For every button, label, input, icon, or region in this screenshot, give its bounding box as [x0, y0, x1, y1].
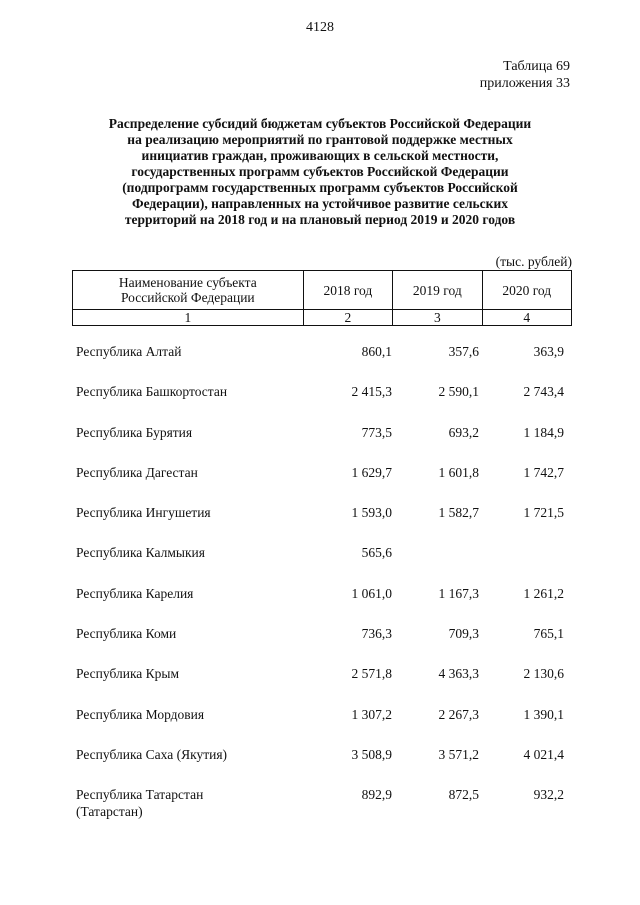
title-line: Федерации), направленных на устойчивое развитие сельских: [132, 196, 508, 211]
value-2020: 363,9: [533, 344, 564, 359]
value-2020: 932,2: [533, 787, 564, 803]
region-name-line1: Республика Дагестан: [76, 464, 198, 480]
table-row: [76, 424, 572, 464]
value-2018: 1 307,2: [351, 706, 392, 722]
value-2018: 1 061,0: [351, 585, 392, 601]
column-number: 2: [303, 310, 392, 326]
region-name: [76, 665, 276, 682]
table-row: [76, 504, 572, 544]
header-row: [73, 271, 572, 310]
header-2019: 2019 год: [393, 271, 482, 310]
region-name: [76, 706, 276, 723]
region-name: [76, 544, 276, 561]
table-row: [76, 706, 572, 746]
value-2019: 2 590,1: [438, 384, 479, 400]
region-name: [76, 343, 276, 360]
table-row: [76, 746, 572, 786]
header-2020: 2020 год: [482, 271, 571, 310]
table-body: [76, 343, 572, 827]
header-name-line2: Российской Федерации: [121, 290, 255, 305]
region-name-line1: Республика Коми: [76, 626, 177, 642]
value-2019: 709,3: [448, 626, 479, 642]
table-row: [76, 786, 572, 826]
region-name-line1: Республика Башкортостан: [76, 384, 228, 400]
value-2018: 1 629,7: [351, 464, 392, 480]
table-row: [76, 464, 572, 504]
value-2019: 1 582,7: [438, 505, 479, 521]
value-2019: 357,6: [448, 344, 479, 359]
value-2019: 1 601,8: [438, 464, 479, 480]
header-name: [73, 271, 304, 310]
value-2020: 765,1: [533, 626, 564, 642]
document-title: [70, 116, 570, 228]
region-name-line1: Республика Татарстан: [76, 787, 204, 803]
header-2018: 2018 год: [303, 271, 392, 310]
value-2020: 2 130,6: [523, 666, 564, 682]
table-header: [72, 270, 572, 326]
region-name-line1: Республика Калмыкия: [76, 545, 205, 561]
region-name: [76, 746, 276, 763]
value-2020: 1 390,1: [523, 706, 564, 722]
region-name: [76, 786, 276, 820]
column-number-row: [73, 310, 572, 326]
value-2020: 2 743,4: [523, 384, 564, 400]
value-2018: 773,5: [361, 424, 392, 440]
value-2018: 736,3: [361, 626, 392, 642]
region-name: [76, 504, 276, 521]
value-2019: 693,2: [448, 424, 479, 440]
region-name-line1: Республика Бурятия: [76, 424, 193, 440]
value-2018: 1 593,0: [351, 505, 392, 521]
value-2020: 1 261,2: [523, 585, 564, 601]
region-name: [76, 424, 276, 441]
value-2018: 860,1: [361, 344, 392, 359]
region-name: [76, 383, 276, 400]
region-name-line1: Республика Карелия: [76, 585, 194, 601]
caption-table-number: Таблица 69: [503, 59, 570, 74]
value-2019: 3 571,2: [438, 746, 479, 762]
region-name-line1: Республика Мордовия: [76, 706, 205, 722]
region-name-line1: Республика Ингушетия: [76, 505, 211, 521]
value-2019: 4 363,3: [438, 666, 479, 682]
title-line: территорий на 2018 год и на плановый период 2019 и 2020 годов: [124, 212, 516, 227]
region-name: [76, 625, 276, 642]
region-name: [76, 464, 276, 481]
header-name-line1: Наименование субъекта: [118, 275, 257, 290]
value-2020: 1 721,5: [523, 505, 564, 521]
value-2018: 3 508,9: [351, 746, 392, 762]
column-number: 3: [393, 310, 482, 326]
value-2019: 2 267,3: [438, 706, 479, 722]
title-line: инициатив граждан, проживающих в сельской местности,: [141, 148, 499, 163]
value-2018: 2 415,3: [351, 384, 392, 400]
value-2020: 1 184,9: [523, 424, 564, 440]
column-number: 4: [482, 310, 571, 326]
title-line: государственных программ субъектов Российской Федерации: [131, 164, 509, 179]
value-2019: 872,5: [448, 787, 479, 803]
region-name-line2: (Татарстан): [76, 804, 143, 820]
region-name-line1: Республика Саха (Якутия): [76, 746, 228, 762]
table-row: [76, 585, 572, 625]
value-2018: 565,6: [361, 545, 392, 561]
value-2018: 2 571,8: [351, 666, 392, 682]
title-line: Распределение субсидий бюджетам субъектов Российской Федерации: [108, 116, 532, 131]
table-row: [76, 343, 572, 383]
region-name: [76, 585, 276, 602]
value-2018: 892,9: [361, 787, 392, 803]
table-caption: [480, 58, 570, 92]
title-line: на реализацию мероприятий по грантовой поддержке местных: [127, 132, 513, 147]
table-row: [76, 665, 572, 705]
region-name-line1: Республика Крым: [76, 666, 180, 682]
table-row: [76, 544, 572, 584]
title-line: (подпрограмм государственных программ субъектов Российской: [122, 180, 518, 195]
caption-appendix: приложения 33: [479, 76, 570, 91]
page-number: 4128: [306, 20, 334, 35]
table-row: [76, 625, 572, 665]
units-label: (тыс. рублей): [495, 254, 572, 269]
region-name-line1: Республика Алтай: [76, 344, 182, 359]
column-number: 1: [73, 310, 304, 326]
value-2020: 1 742,7: [523, 464, 564, 480]
value-2019: 1 167,3: [438, 585, 479, 601]
value-2020: 4 021,4: [523, 746, 564, 762]
table-row: [76, 383, 572, 423]
